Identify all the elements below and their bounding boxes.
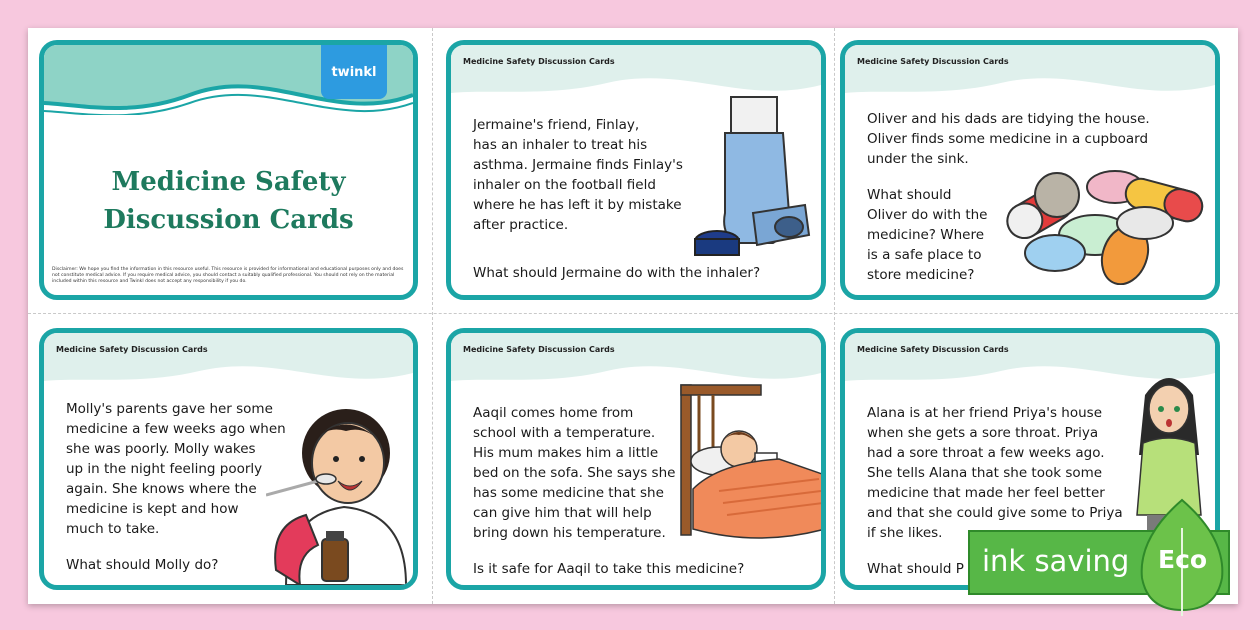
card-question: What should Molly do? — [66, 557, 219, 573]
card-question: What should Jermaine do with the inhaler? — [473, 265, 761, 281]
discussion-card-aaqil — [446, 328, 826, 590]
disclaimer-text: Disclaimer: We hope you find the information in this resource useful. This resource is provided for informational and educational purposes only and does not constitute medical advice. If you require medical advice, you should contact a suitably qualified professional. You should not rely on the material included within this resource and Twinkl does not accept any responsibility if you do. — [52, 267, 404, 284]
card-scenario: Jermaine's friend, Finlay, has an inhaler to treat his asthma. Jermaine finds Finlay's inhaler on the football field where he has left it by mistake after practice. — [473, 117, 683, 233]
discussion-card-oliver — [840, 40, 1220, 300]
aaqil-in-bed-illustration — [679, 379, 826, 549]
inhaler-illustration — [693, 93, 818, 263]
card-scenario: Alana is at her friend Priya's house when she gets a sore throat. Priya had a sore throat a few weeks ago. She tells Alana that she took some medicine that made her feel better and that she could give some to Priya if she likes. — [867, 405, 1123, 541]
card-header: Medicine Safety Discussion Cards — [463, 57, 615, 66]
molly-illustration — [266, 395, 416, 585]
page-title: Medicine Safety Discussion Cards — [103, 167, 354, 235]
title-card — [39, 40, 418, 300]
twinkl-logo: twinkl — [321, 43, 387, 99]
card-question: What should Oliver do with the medicine? Where is a safe place to store medicine? — [867, 187, 988, 283]
card-header: Medicine Safety Discussion Cards — [56, 345, 208, 354]
discussion-card-jermaine — [446, 40, 826, 300]
card-scenario: Oliver and his dads are tidying the house. Oliver finds some medicine in a cupboard under the sink. — [867, 111, 1150, 167]
card-header: Medicine Safety Discussion Cards — [857, 57, 1009, 66]
eco-word: Eco — [1158, 545, 1208, 574]
ink-saving-label: ink saving — [982, 544, 1130, 578]
card-header: Medicine Safety Discussion Cards — [857, 345, 1009, 354]
card-scenario: Molly's parents gave her some medicine a few weeks ago when she was poorly. Molly wakes up in the night feeling poorly again. She knows where the medicine is kept and how much to take. — [66, 401, 286, 537]
card-scenario: Aaqil comes home from school with a temperature. His mum makes him a little bed on the sofa. She says she has some medicine that she can give him that will help bring down his temperature. — [473, 405, 676, 541]
pills-illustration — [995, 165, 1210, 285]
card-question: Is it safe for Aaqil to take this medicine? — [473, 561, 745, 577]
cut-line-vertical-2 — [834, 28, 835, 604]
discussion-card-molly — [39, 328, 418, 590]
cut-line-vertical-1 — [432, 28, 433, 604]
cut-line-horizontal — [28, 313, 1238, 314]
header-wave — [44, 333, 413, 393]
header-wave — [845, 45, 1215, 105]
card-question: What should P — [867, 561, 964, 577]
card-header: Medicine Safety Discussion Cards — [463, 345, 615, 354]
